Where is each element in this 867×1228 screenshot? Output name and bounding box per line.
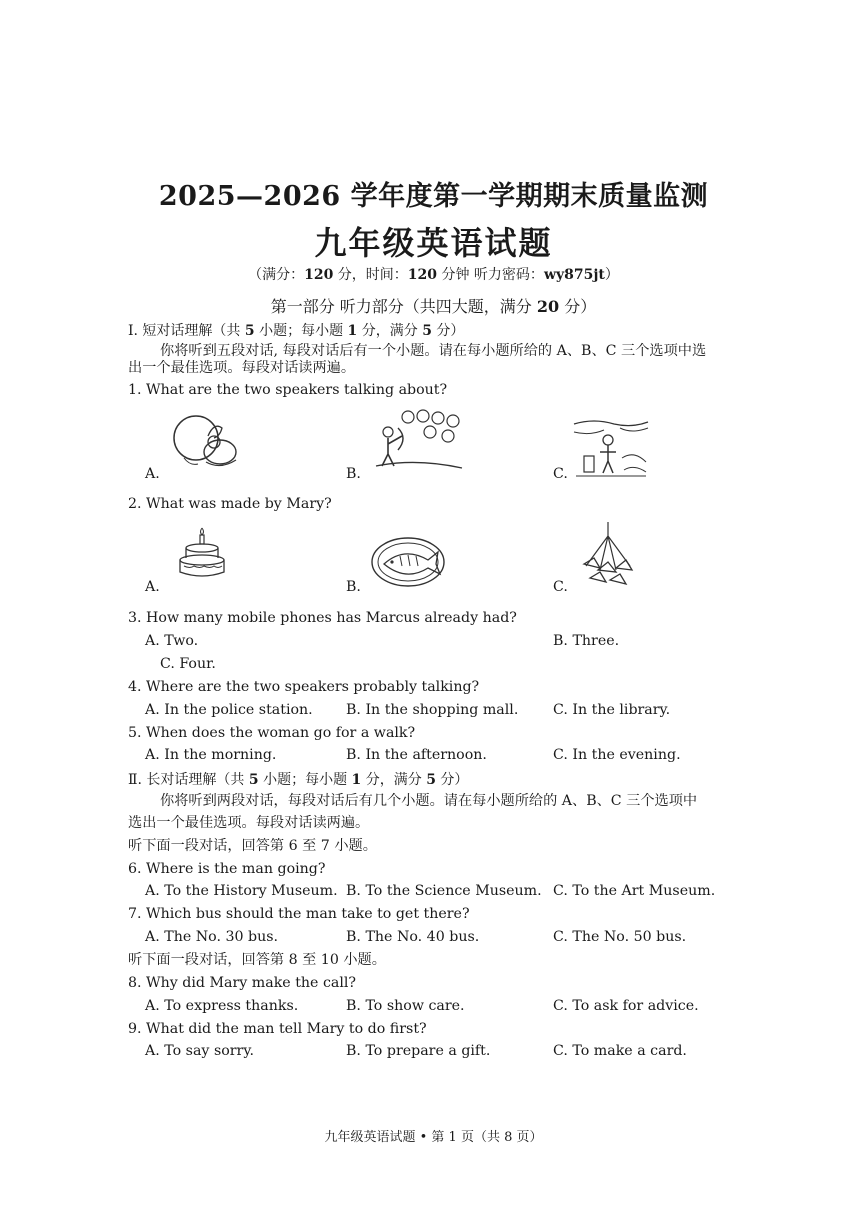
part-one-heading: 第一部分 听力部分（共四大题，满分 20 分） [270, 297, 597, 316]
birthday-cake-icon [174, 526, 230, 582]
option-9a: A. To say sorry. [145, 1043, 254, 1059]
option-5a: A. In the morning. [145, 747, 277, 763]
section-two-instruction-cont: 选出一个最佳选项。每段对话读两遍。 [128, 815, 370, 831]
question-3: 3. How many mobile phones has Marcus already had? [128, 610, 517, 626]
option-2c-label: C. [553, 579, 568, 595]
question-4: 4. Where are the two speakers probably talking? [128, 679, 480, 695]
person-by-river-icon [572, 418, 650, 480]
option-5b: B. In the afternoon. [346, 747, 487, 763]
dialogue-one-intro: 听下面一段对话，回答第 6 至 7 小题。 [128, 838, 377, 854]
option-8c: C. To ask for advice. [553, 998, 699, 1014]
exam-title: 2025—2026 学年度第一学期期末质量监测 [158, 181, 709, 212]
question-6: 6. Where is the man going? [128, 861, 326, 877]
moon-rabbit-icon [170, 408, 242, 474]
option-6c: C. To the Art Museum. [553, 883, 716, 899]
dialogue-two-intro: 听下面一段对话，回答第 8 至 10 小题。 [128, 952, 386, 968]
option-2a-label: A. [145, 579, 160, 595]
option-3b: B. Three. [553, 633, 620, 649]
section-two-instruction: 你将听到两段对话，每段对话后有几个小题。请在每小题所给的 A、B、C 三个选项中 [160, 793, 698, 809]
fish-on-plate-icon [370, 534, 446, 590]
exam-info: （满分：120 分，时间：120 分钟 听力密码：wy875jt） [248, 267, 619, 283]
option-3a: A. Two. [145, 633, 199, 649]
option-1b-label: B. [346, 466, 361, 482]
page-footer: 九年级英语试题 • 第 1 页（共 8 页） [324, 1130, 543, 1145]
option-7a: A. The No. 30 bus. [145, 929, 279, 945]
option-1a-label: A. [145, 466, 160, 482]
option-6b: B. To the Science Museum. [346, 883, 542, 899]
option-4b: B. In the shopping mall. [346, 702, 519, 718]
option-1c-label: C. [553, 466, 568, 482]
option-8b: B. To show care. [346, 998, 465, 1014]
section-one-heading: I. 短对话理解（共 5 小题；每小题 1 分，满分 5 分） [128, 323, 465, 339]
option-4a: A. In the police station. [145, 702, 313, 718]
question-9: 9. What did the man tell Mary to do first? [128, 1021, 427, 1037]
section-two-heading: Ⅱ. 长对话理解（共 5 小题；每小题 1 分，满分 5 分） [128, 772, 469, 788]
option-2b-label: B. [346, 579, 361, 595]
question-1: 1. What are the two speakers talking about? [128, 382, 448, 398]
section-one-instruction: 你将听到五段对话, 每段对话后有一个小题。请在每小题所给的 A、B、C 三个选项中选 [160, 343, 707, 359]
option-5c: C. In the evening. [553, 747, 681, 763]
zongzi-bundle-icon [578, 520, 638, 588]
question-2: 2. What was made by Mary? [128, 496, 332, 512]
exam-subject-title: 九年级英语试题 [314, 224, 553, 262]
option-4c: C. In the library. [553, 702, 671, 718]
option-7b: B. The No. 40 bus. [346, 929, 480, 945]
archer-shooting-suns-icon [368, 408, 468, 474]
question-8: 8. Why did Mary make the call? [128, 975, 357, 991]
option-7c: C. The No. 50 bus. [553, 929, 687, 945]
question-5: 5. When does the woman go for a walk? [128, 725, 416, 741]
section-one-instruction-cont: 出一个最佳选项。每段对话读两遍。 [128, 360, 356, 376]
option-9c: C. To make a card. [553, 1043, 687, 1059]
option-3c: C. Four. [160, 656, 216, 672]
question-7: 7. Which bus should the man take to get there? [128, 906, 470, 922]
option-8a: A. To express thanks. [145, 998, 299, 1014]
option-9b: B. To prepare a gift. [346, 1043, 491, 1059]
option-6a: A. To the History Museum. [145, 883, 338, 899]
